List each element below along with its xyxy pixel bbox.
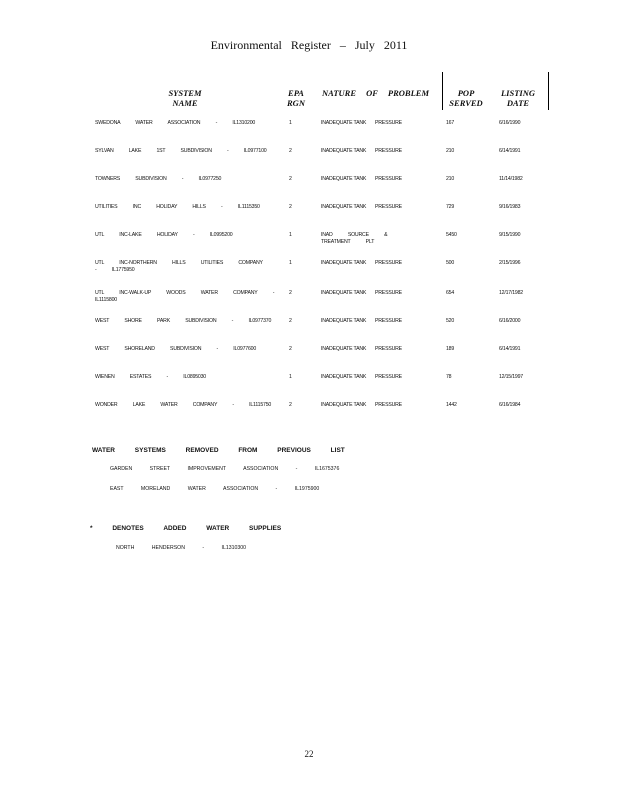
pop-served: 78 <box>446 374 452 380</box>
listing-date: 11/14/1982 <box>499 176 523 182</box>
epa-rgn: 1 <box>289 120 292 126</box>
header-system-name: SYSTEM NAME <box>168 88 202 108</box>
removed-heading: WATER SYSTEMS REMOVED FROM PREVIOUS LIST <box>92 447 345 454</box>
system-name: UTL INC-WALK-UP WOODS WATER COMPANY - IL1115800 <box>95 290 275 303</box>
table-row <box>0 346 618 372</box>
table-row <box>0 204 618 230</box>
nature: INADEQUATE TANK <box>321 260 367 266</box>
problem: PRESSURE <box>375 374 402 380</box>
header-epa-rgn: EPA RGN <box>287 88 305 108</box>
nature: INADEQUATE TANK <box>321 346 367 352</box>
problem: PRESSURE <box>375 176 402 182</box>
listing-date: 12/15/1997 <box>499 374 523 380</box>
pop-served: 167 <box>446 120 455 126</box>
removed-item: GARDEN STREET IMPROVEMENT ASSOCIATION - IL1675376 <box>110 466 340 472</box>
system-name: UTL INC-NORTHERN HILLS UTILITIES COMPANY - IL1775950 <box>95 260 263 273</box>
listing-date: 6/16/1984 <box>499 402 521 408</box>
listing-date: 6/16/1990 <box>499 120 521 126</box>
table-row <box>0 176 618 202</box>
problem: PRESSURE <box>375 120 402 126</box>
pop-served: 500 <box>446 260 455 266</box>
pop-served: 520 <box>446 318 455 324</box>
nature: INADEQUATE TANK <box>321 176 367 182</box>
epa-rgn: 2 <box>289 318 292 324</box>
problem: PRESSURE <box>375 402 402 408</box>
system-name: TOWNERS SUBDIVISION - IL0977250 <box>95 176 222 182</box>
pop-served: 729 <box>446 204 455 210</box>
system-name: SYLVAN LAKE 1ST SUBDIVISION - IL0977100 <box>95 148 267 154</box>
header-nature: NATURE OF PROBLEM <box>322 88 430 98</box>
pop-served: 5450 <box>446 232 457 238</box>
removed-item: EAST MORELAND WATER ASSOCIATION - IL1975900 <box>110 486 320 492</box>
table-row <box>0 260 618 286</box>
nature: INADEQUATE TANK <box>321 120 367 126</box>
system-name: UTILITIES INC HOLIDAY HILLS - IL1115350 <box>95 204 260 210</box>
problem: PRESSURE <box>375 290 402 296</box>
system-name: WEST SHORELAND SUBDIVISION - IL0977600 <box>95 346 257 352</box>
listing-date: 6/16/2000 <box>499 318 521 324</box>
listing-date: 2/15/1996 <box>499 260 521 266</box>
table-row <box>0 232 618 258</box>
table-row <box>0 374 618 400</box>
nature: INAD SOURCE & TREATMENT PLT <box>321 232 388 245</box>
system-name: WEST SHORE PARK SUBDIVISION - IL0977370 <box>95 318 272 324</box>
listing-date: 6/14/1991 <box>499 148 521 154</box>
system-name: WIENEN ESTATES - IL0895030 <box>95 374 206 380</box>
problem: PRESSURE <box>375 260 402 266</box>
system-name: SWEDONA WATER ASSOCIATION - IL1310200 <box>95 120 256 126</box>
nature: INADEQUATE TANK <box>321 402 367 408</box>
nature: INADEQUATE TANK <box>321 318 367 324</box>
problem: PRESSURE <box>375 204 402 210</box>
epa-rgn: 1 <box>289 232 292 238</box>
listing-date: 12/17/1982 <box>499 290 523 296</box>
epa-rgn: 1 <box>289 374 292 380</box>
header-listing-date: LISTING DATE <box>500 88 535 108</box>
listing-date: 6/14/1991 <box>499 346 521 352</box>
epa-rgn: 2 <box>289 148 292 154</box>
table-row <box>0 120 618 146</box>
pop-served: 210 <box>446 148 455 154</box>
pop-served: 210 <box>446 176 455 182</box>
column-divider <box>548 72 549 110</box>
table-row <box>0 148 618 174</box>
table-row <box>0 318 618 344</box>
epa-rgn: 1 <box>289 260 292 266</box>
problem: PRESSURE <box>375 346 402 352</box>
epa-rgn: 2 <box>289 346 292 352</box>
page-number: 22 <box>304 749 314 759</box>
pop-served: 189 <box>446 346 455 352</box>
added-item: NORTH HENDERSON - IL1310300 <box>116 545 247 551</box>
system-name: UTL INC-LAKE HOLIDAY - IL0995200 <box>95 232 233 238</box>
added-heading: * DENOTES ADDED WATER SUPPLIES <box>90 525 282 532</box>
table-row <box>0 402 618 428</box>
nature: INADEQUATE TANK <box>321 374 367 380</box>
table-row <box>0 290 618 316</box>
listing-date: 9/16/1983 <box>499 204 521 210</box>
epa-rgn: 2 <box>289 176 292 182</box>
nature: INADEQUATE TANK <box>321 148 367 154</box>
column-divider <box>442 72 443 110</box>
epa-rgn: 2 <box>289 204 292 210</box>
system-name: WONDER LAKE WATER COMPANY - IL1115750 <box>95 402 272 408</box>
header-pop-served: POP SERVED <box>449 88 483 108</box>
nature: INADEQUATE TANK <box>321 290 367 296</box>
epa-rgn: 2 <box>289 402 292 408</box>
epa-rgn: 2 <box>289 290 292 296</box>
problem: PRESSURE <box>375 148 402 154</box>
nature: INADEQUATE TANK <box>321 204 367 210</box>
listing-date: 9/15/1990 <box>499 232 521 238</box>
problem: PRESSURE <box>375 318 402 324</box>
pop-served: 1442 <box>446 402 457 408</box>
page-title: Environmental Register – July 2011 <box>210 38 408 52</box>
pop-served: 654 <box>446 290 455 296</box>
